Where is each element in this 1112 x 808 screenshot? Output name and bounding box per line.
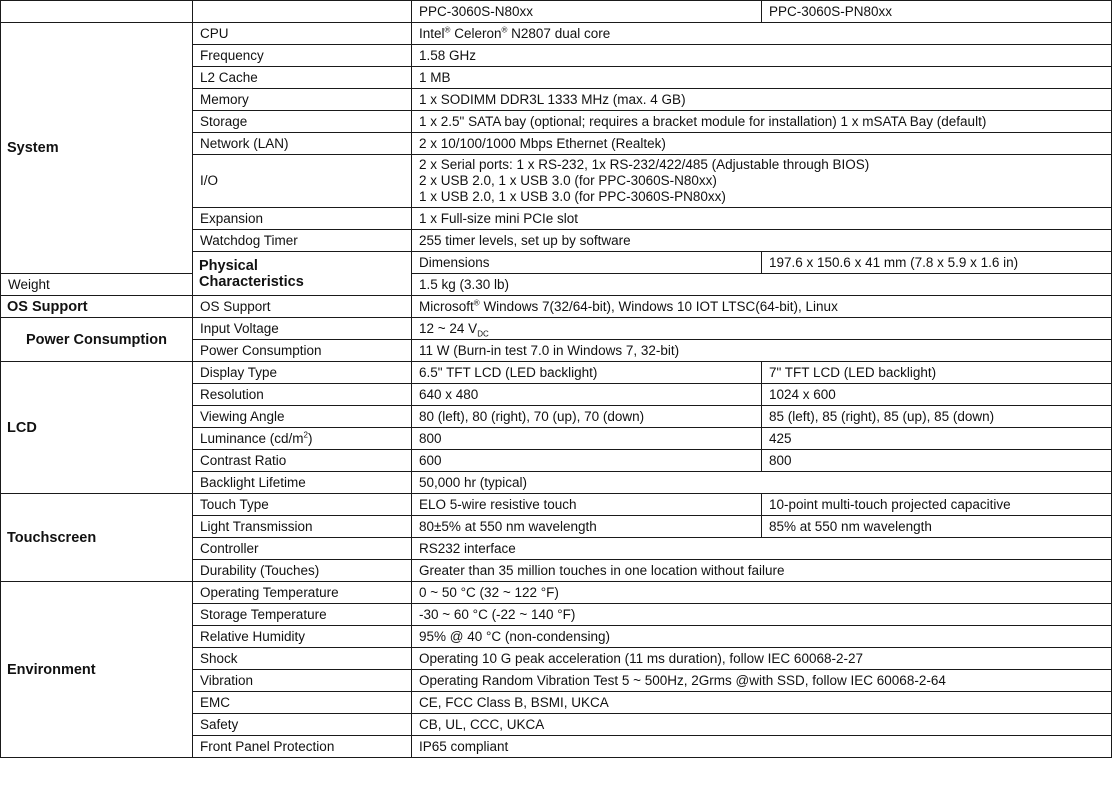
spec-label: Storage Temperature <box>193 604 412 626</box>
spec-label: Input Voltage <box>193 318 412 340</box>
spec-label: Durability (Touches) <box>193 560 412 582</box>
spec-value: IP65 compliant <box>412 736 1112 758</box>
spec-value <box>412 155 1112 208</box>
spec-label: OS Support <box>193 296 412 318</box>
category-power: Power Consumption <box>1 318 193 362</box>
spec-value: 1.5 kg (3.30 lb) <box>412 274 1112 296</box>
spec-value: Intel® Celeron® N2807 dual core <box>412 23 1112 45</box>
spec-value-model-1: 800 <box>412 428 762 450</box>
spec-value: 2 x 10/100/1000 Mbps Ethernet (Realtek) <box>412 133 1112 155</box>
spec-label: Operating Temperature <box>193 582 412 604</box>
model-2-header: PPC-3060S-PN80xx <box>762 1 1112 23</box>
spec-label: Power Consumption <box>193 340 412 362</box>
spec-value: CE, FCC Class B, BSMI, UKCA <box>412 692 1112 714</box>
table-row <box>1 296 1112 318</box>
spec-value-model-2: 10-point multi-touch projected capacitive <box>762 494 1112 516</box>
table-row <box>1 23 1112 45</box>
spec-value: 11 W (Burn-in test 7.0 in Windows 7, 32-bit) <box>412 340 1112 362</box>
header-row <box>1 1 1112 23</box>
spec-value: Operating Random Vibration Test 5 ~ 500Hz, 2Grms @with SSD, follow IEC 60068-2-64 <box>412 670 1112 692</box>
spec-label: L2 Cache <box>193 67 412 89</box>
spec-value-model-1: 640 x 480 <box>412 384 762 406</box>
spec-label: Controller <box>193 538 412 560</box>
spec-value-model-2: 7" TFT LCD (LED backlight) <box>762 362 1112 384</box>
io-line: 1 x USB 2.0, 1 x USB 3.0 (for PPC-3060S-PN80xx) <box>419 189 726 204</box>
io-line: 2 x USB 2.0, 1 x USB 3.0 (for PPC-3060S-N80xx) <box>419 173 717 188</box>
spec-value-model-2: 85% at 550 nm wavelength <box>762 516 1112 538</box>
spec-value: RS232 interface <box>412 538 1112 560</box>
spec-value-model-1: 80 (left), 80 (right), 70 (up), 70 (down) <box>412 406 762 428</box>
spec-value-model-1: ELO 5-wire resistive touch <box>412 494 762 516</box>
spec-label: Contrast Ratio <box>193 450 412 472</box>
spec-label: Dimensions <box>412 252 762 274</box>
spec-value-model-2: 425 <box>762 428 1112 450</box>
table-row <box>1 362 1112 384</box>
spec-value: 95% @ 40 °C (non-condensing) <box>412 626 1112 648</box>
spec-value: 1 x 2.5" SATA bay (optional; requires a bracket module for installation) 1 x mSATA Bay (default) <box>412 111 1112 133</box>
spec-value: Operating 10 G peak acceleration (11 ms duration), follow IEC 60068-2-27 <box>412 648 1112 670</box>
spec-label: Display Type <box>193 362 412 384</box>
spec-value-model-1: 600 <box>412 450 762 472</box>
spec-value-model-1: 6.5" TFT LCD (LED backlight) <box>412 362 762 384</box>
spec-value: 1 MB <box>412 67 1112 89</box>
spec-value: Microsoft® Windows 7(32/64-bit), Windows 10 IOT LTSC(64-bit), Linux <box>412 296 1112 318</box>
spec-value: Greater than 35 million touches in one location without failure <box>412 560 1112 582</box>
spec-value: 1 x Full-size mini PCIe slot <box>412 208 1112 230</box>
spec-value: -30 ~ 60 °C (-22 ~ 140 °F) <box>412 604 1112 626</box>
table-row <box>1 494 1112 516</box>
spec-value: CB, UL, CCC, UKCA <box>412 714 1112 736</box>
spec-label: EMC <box>193 692 412 714</box>
spec-label: CPU <box>193 23 412 45</box>
spec-value: 0 ~ 50 °C (32 ~ 122 °F) <box>412 582 1112 604</box>
spec-label: Viewing Angle <box>193 406 412 428</box>
spec-value-model-2: 1024 x 600 <box>762 384 1112 406</box>
spec-label: Touch Type <box>193 494 412 516</box>
spec-label: Luminance $(cd/m^2)$ <box>193 428 412 450</box>
spec-label: Frequency <box>193 45 412 67</box>
spec-value: 50,000 hr (typical) <box>412 472 1112 494</box>
category-physical: Physical Characteristics <box>193 252 412 296</box>
spec-value-model-2: 800 <box>762 450 1112 472</box>
spec-label: Weight <box>1 274 193 296</box>
spec-label: I/O <box>193 155 412 208</box>
spec-label: Vibration <box>193 670 412 692</box>
spec-value: 1.58 GHz <box>412 45 1112 67</box>
table-row <box>1 274 1112 296</box>
table-row <box>1 582 1112 604</box>
spec-value: 1 x SODIMM DDR3L 1333 MHz (max. 4 GB) <box>412 89 1112 111</box>
category-system: System <box>1 23 193 274</box>
header-empty-cell <box>193 1 412 23</box>
spec-label: Watchdog Timer <box>193 230 412 252</box>
category-environment: Environment <box>1 582 193 758</box>
spec-label: Front Panel Protection <box>193 736 412 758</box>
spec-value-model-2: 85 (left), 85 (right), 85 (up), 85 (down) <box>762 406 1112 428</box>
spec-label: Light Transmission <box>193 516 412 538</box>
header-empty-cell <box>1 1 193 23</box>
spec-label: Resolution <box>193 384 412 406</box>
model-1-header: PPC-3060S-N80xx <box>412 1 762 23</box>
category-os: OS Support <box>1 296 193 318</box>
spec-label: Backlight Lifetime <box>193 472 412 494</box>
spec-value: 197.6 x 150.6 x 41 mm (7.8 x 5.9 x 1.6 in) <box>762 252 1112 274</box>
spec-label: Safety <box>193 714 412 736</box>
spec-label: Shock <box>193 648 412 670</box>
spec-value: 255 timer levels, set up by software <box>412 230 1112 252</box>
table-row <box>1 318 1112 340</box>
spec-label: Storage <box>193 111 412 133</box>
category-lcd: LCD <box>1 362 193 494</box>
spec-label: Expansion <box>193 208 412 230</box>
spec-label: Memory <box>193 89 412 111</box>
spec-label: Relative Humidity <box>193 626 412 648</box>
spec-label: Network (LAN) <box>193 133 412 155</box>
category-touchscreen: Touchscreen <box>1 494 193 582</box>
io-line: 2 x Serial ports: 1 x RS-232, 1x RS-232/422/485 (Adjustable through BIOS) <box>419 157 870 172</box>
spec-value: 12 ~ 24 $V_{DC}$ <box>412 318 1112 340</box>
spec-value-model-1: 80±5% at 550 nm wavelength <box>412 516 762 538</box>
